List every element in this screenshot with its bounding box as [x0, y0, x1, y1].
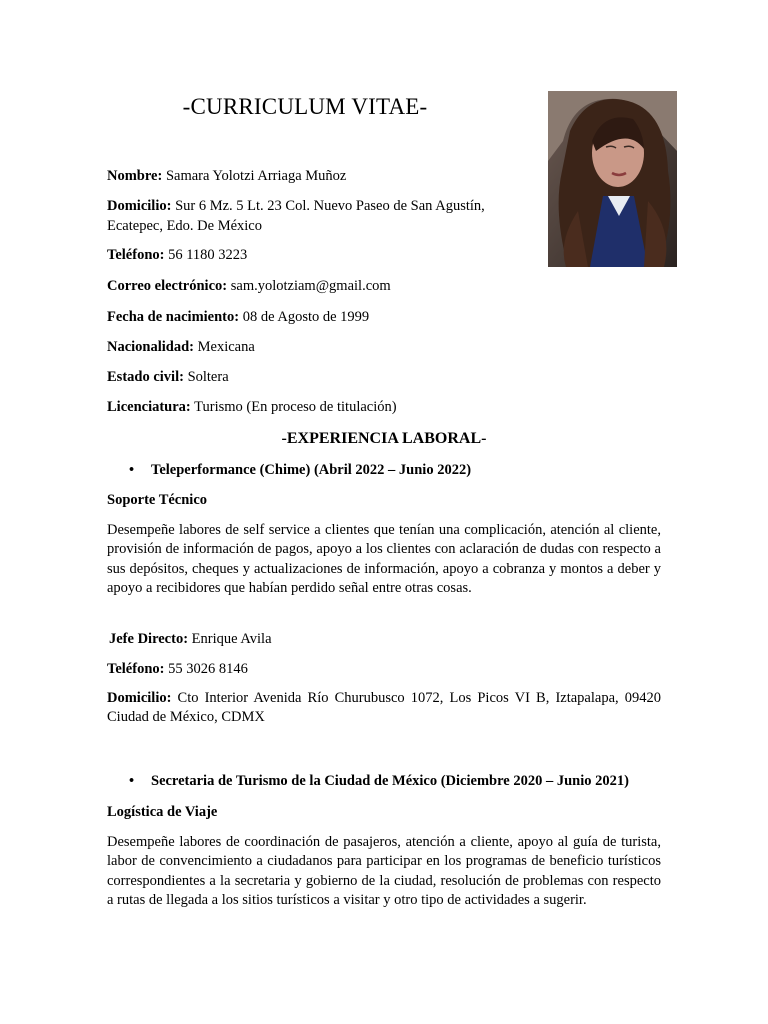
telefono-label: Teléfono:	[107, 247, 165, 263]
job-1-telefono	[107, 659, 661, 679]
fecha-value: 08 de Agosto de 1999	[242, 309, 370, 325]
fecha-label: Fecha de nacimiento:	[107, 309, 240, 325]
bullet-icon: •	[129, 773, 135, 789]
job-2-company	[129, 773, 669, 790]
licenciatura-value: Turismo (En proceso de titulación)	[194, 399, 397, 415]
jefe-value: Enrique Avila	[191, 631, 272, 647]
estado-label: Estado civil:	[107, 369, 184, 385]
nombre-label: Nombre:	[107, 168, 163, 184]
job-1-domicilio-label: Domicilio:	[107, 690, 172, 706]
correo-value: sam.yolotziam@gmail.com	[230, 278, 391, 294]
field-nombre	[107, 166, 527, 186]
field-telefono	[107, 245, 527, 265]
job-2-company-text: Secretaria de Turismo de la Ciudad de México (Diciembre 2020 – Junio 2021)	[151, 773, 629, 789]
nacionalidad-label: Nacionalidad:	[107, 339, 195, 355]
nombre-value: Samara Yolotzi Arriaga Muñoz	[165, 168, 347, 184]
job-1-domicilio	[107, 689, 661, 728]
telefono-value: 56 1180 3223	[168, 247, 248, 263]
job-1-domicilio-value: Cto Interior Avenida Río Churubusco 1072, Los Picos VI B, Iztapalapa, 09420 Ciudad de México, CDMX	[107, 690, 661, 726]
job-2-role: Logística de Viaje	[107, 804, 218, 820]
page-title: -CURRICULUM VITAE-	[182, 94, 428, 119]
field-nacionalidad	[107, 337, 527, 357]
correo-label: Correo electrónico:	[107, 278, 228, 294]
profile-photo	[548, 91, 677, 267]
job-1-company	[129, 462, 669, 479]
field-correo	[107, 276, 527, 296]
job-1-company-text: Teleperformance (Chime) (Abril 2022 – Junio 2022)	[151, 462, 472, 478]
nacionalidad-value: Mexicana	[197, 339, 255, 355]
profile-photo-icon	[548, 91, 677, 267]
job-1-jefe	[109, 629, 663, 649]
domicilio-label: Domicilio:	[107, 198, 172, 214]
field-estado-civil	[107, 367, 527, 387]
field-fecha	[107, 307, 527, 327]
job-1-telefono-value: 55 3026 8146	[168, 661, 248, 677]
section-title-experiencia: -EXPERIENCIA LABORAL-	[281, 430, 487, 447]
bullet-icon: •	[129, 462, 135, 478]
jefe-label: Jefe Directo:	[109, 631, 189, 647]
licenciatura-label: Licenciatura:	[107, 399, 191, 415]
job-1-role: Soporte Técnico	[107, 492, 208, 508]
job-2-description: Desempeñe labores de coordinación de pasajeros, atención a cliente, apoyo al guía de turista, labor de convencimiento a ciudadanos para participar en los programas de beneficio turísticos correspondientes a la secretaria y gobierno de la ciudad, resolución de problemas con respecto a rutas de llegada a los sitios turísticos a visitar y otro tipo de actividades a sugerir.	[107, 834, 661, 908]
job-1-description: Desempeñe labores de self service a clientes que tenían una complicación, atención al cliente, provisión de información de pagos, apoyo a los clientes con aclaración de dudas con respecto a sus depósitos, cheques y actualizaciones de información, apoyo a cobranza y montos a deber y apoyo a recibidores que habían perdido señal entre otras cosas.	[107, 522, 661, 596]
job-1-telefono-label: Teléfono:	[107, 661, 165, 677]
domicilio-value: Sur 6 Mz. 5 Lt. 23 Col. Nuevo Paseo de San Agustín, Ecatepec, Edo. De México	[107, 198, 485, 234]
field-domicilio	[107, 196, 527, 236]
estado-value: Soltera	[187, 369, 229, 385]
field-licenciatura	[107, 397, 527, 417]
